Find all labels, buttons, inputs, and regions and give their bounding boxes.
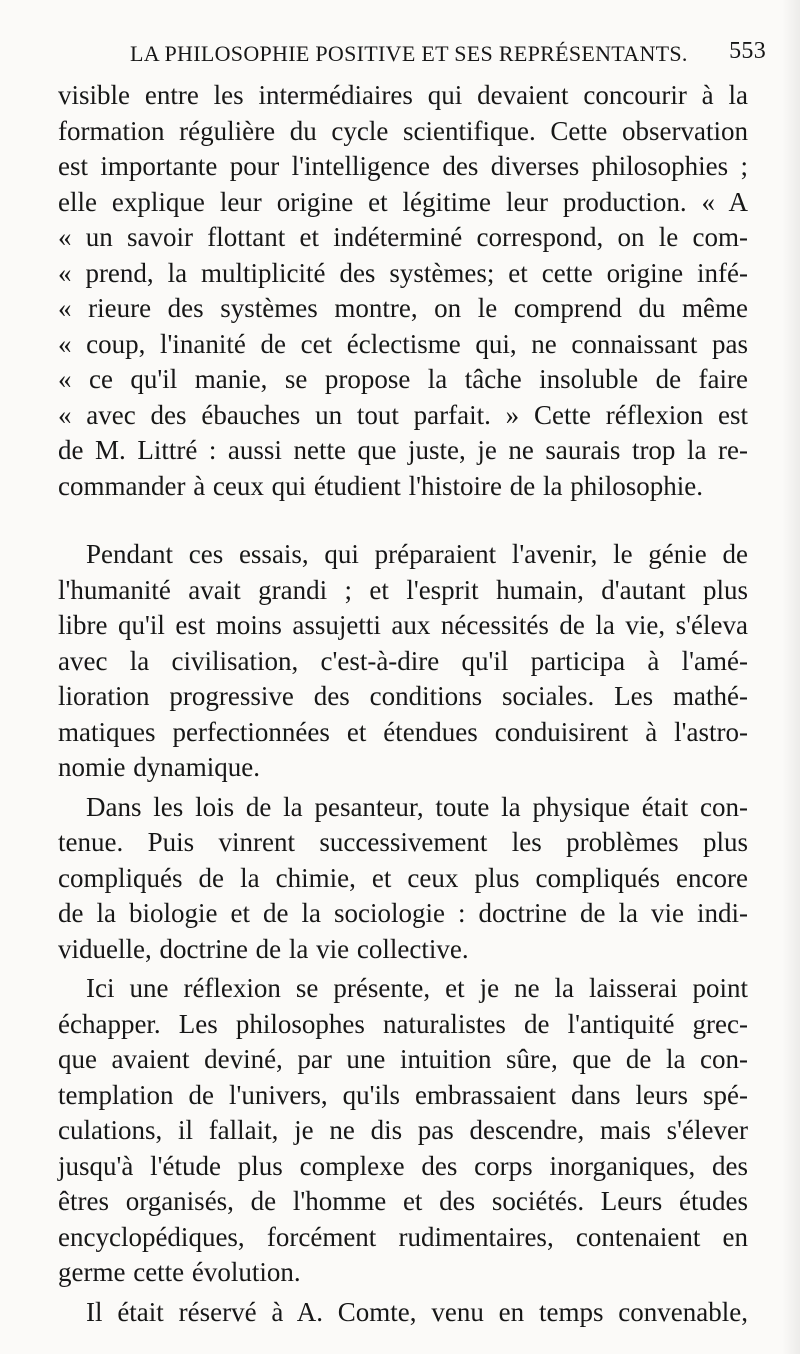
text-line: commander à ceux qui étudient l'histoire de la philosophie. [58,470,703,501]
paragraph-2 [58,537,748,786]
text-line: lioration progressive des conditions sociales. Les mathé- [58,681,748,711]
page-number: 553 [729,38,766,64]
text-line: jusqu'à l'étude plus complexe des corps inorganiques, des [58,1150,748,1181]
text-line: « prend, la multiplicité des systèmes; et cette origine infé- [58,257,748,288]
paragraph-1 [58,78,748,504]
text-line: culations, il fallait, je ne dis pas descendre, mais s'élever [58,1115,748,1145]
text-line: « ce qu'il manie, se propose la tâche insoluble de faire [58,364,748,394]
text-line: encyclopédiques, forcément rudimentaires, contenaient en [58,1221,748,1252]
text-line: elle explique leur origine et légitime leur production. « A [58,186,748,217]
text-line: Pendant ces essais, qui préparaient l'avenir, le génie de [86,539,748,569]
paragraph-5 [58,1295,748,1331]
text-line: matiques perfectionnées et étendues conduisirent à l'astro- [58,716,748,747]
text-line: compliqués de la chimie, et ceux plus compliqués encore [58,862,748,893]
text-line: est importante pour l'intelligence des diverses philosophies ; [58,151,748,181]
text-line: l'humanité avait grandi ; et l'esprit humain, d'autant plus [58,574,748,605]
text-line: « avec des ébauches un tout parfait. » Cette réflexion est [58,399,748,430]
text-line: libre qu'il est moins assujetti aux nécessités de la vie, s'éleva [58,610,748,640]
paragraph-4 [58,971,748,1291]
text-line: Il était réservé à A. Comte, venu en temps convenable, [86,1296,748,1327]
text-line: nomie dynamique. [58,752,260,782]
text-line: Dans les lois de la pesanteur, toute la physique était con- [86,791,748,822]
text-line: que avaient deviné, par une intuition sûre, que de la con- [58,1044,748,1074]
text-line: êtres organisés, de l'homme et des sociétés. Leurs études [58,1186,748,1216]
text-line: avec la civilisation, c'est-à-dire qu'il participa à l'amé- [58,645,748,676]
text-line: templation de l'univers, qu'ils embrassaient dans leurs spé- [58,1079,748,1110]
text-line: de M. Littré : aussi nette que juste, je ne saurais trop la re- [58,435,748,465]
body-text [58,78,748,1330]
text-line: échapper. Les philosophes naturalistes de l'antiquité grec- [58,1008,748,1039]
running-head: LA PHILOSOPHIE POSITIVE ET SES REPRÉSENTANTS. [130,41,688,66]
text-line: de la biologie et de la sociologie : doctrine de la vie indi- [58,898,748,928]
text-line: « rieure des systèmes montre, on le comprend du même [58,293,748,323]
text-line: « un savoir flottant et indéterminé correspond, on le com- [58,222,748,252]
text-line: formation régulière du cycle scientifique. Cette observation [58,115,748,146]
text-line: viduelle, doctrine de la vie collective. [58,933,469,964]
text-line: Ici une réflexion se présente, et je ne la laisserai point [86,973,748,1003]
text-line: visible entre les intermédiaires qui devaient concourir à la [58,80,748,110]
paragraph-3 [58,790,748,968]
page-header [130,36,766,72]
text-line: tenue. Puis vinrent successivement les problèmes plus [58,827,748,857]
text-line: germe cette évolution. [58,1257,301,1287]
text-line: « coup, l'inanité de cet éclectisme qui, ne connaissant pas [58,328,748,359]
